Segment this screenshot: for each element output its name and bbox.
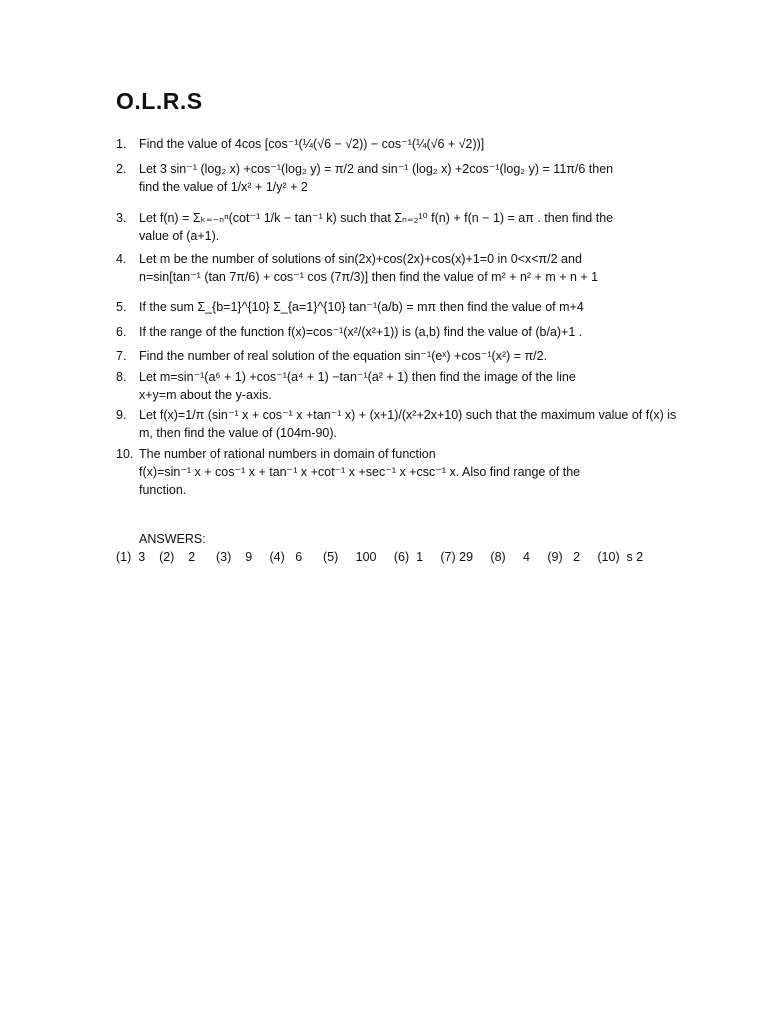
question-text: If the sum Σ_{b=1}^{10} Σ_{a=1}^{10} tan⁻¹(a/b) = mπ then find the value of m+4	[139, 300, 584, 314]
answers-line: (1) 3 (2) 2 (3) 9 (4) 6 (5) 100 (6) 1 (7) 29 (8) 4 (9) 2 (10) s 2	[116, 550, 644, 564]
question-number: 9.	[116, 408, 127, 422]
question-text: If the range of the function f(x)=cos⁻¹(x²/(x²+1)) is (a,b) find the value of (b/a)+1 .	[139, 325, 583, 339]
question-number: 1.	[116, 137, 127, 151]
answers-heading: ANSWERS:	[139, 532, 206, 546]
question-number: 10.	[116, 447, 134, 461]
question-text: Find the value of 4cos [cos⁻¹(¼(√6 − √2)) − cos⁻¹(¼(√6 + √2))]	[139, 137, 485, 151]
question-text: n=sin[tan⁻¹ (tan 7π/6) + cos⁻¹ cos (7π/3)] then find the value of m² + n² + m + n + 1	[139, 270, 599, 284]
question-number: 6.	[116, 325, 127, 339]
question-number: 2.	[116, 162, 127, 176]
question-text: Let m=sin⁻¹(a⁶ + 1) +cos⁻¹(a⁴ + 1) −tan⁻¹(a² + 1) then find the image of the line	[139, 370, 576, 384]
question-text: f(x)=sin⁻¹ x + cos⁻¹ x + tan⁻¹ x +cot⁻¹ x +sec⁻¹ x +csc⁻¹ x. Also find range of the	[139, 465, 581, 479]
question-number: 4.	[116, 252, 127, 266]
question-text: Let m be the number of solutions of sin(2x)+cos(2x)+cos(x)+1=0 in 0<x<π/2 and	[139, 252, 582, 266]
page-title: O.L.R.S	[116, 88, 203, 114]
question-text: function.	[139, 483, 187, 497]
question-number: 5.	[116, 300, 127, 314]
question-text: find the value of 1/x² + 1/y² + 2	[139, 180, 308, 194]
question-text: Let 3 sin⁻¹ (log₂ x) +cos⁻¹(log₂ y) = π/2 and sin⁻¹ (log₂ x) +2cos⁻¹(log₂ y) = 11π/6 then	[139, 162, 614, 176]
question-text: The number of rational numbers in domain of function	[139, 447, 436, 461]
question-text: value of (a+1).	[139, 229, 220, 243]
question-text: Let f(n) = Σₖ₌₋ₙⁿ(cot⁻¹ 1/k − tan⁻¹ k) such that Σₙ₌₂¹⁰ f(n) + f(n − 1) = aπ . then find the	[139, 211, 614, 225]
question-number: 3.	[116, 211, 127, 225]
question-text: m, then find the value of (104m-90).	[139, 426, 338, 440]
question-text: Let f(x)=1/π (sin⁻¹ x + cos⁻¹ x +tan⁻¹ x) + (x+1)/(x²+2x+10) such that the maximum value of f(x) is	[139, 408, 677, 422]
question-number: 7.	[116, 349, 127, 363]
question-number: 8.	[116, 370, 127, 384]
question-text: x+y=m about the y-axis.	[139, 388, 272, 402]
question-text: Find the number of real solution of the equation sin⁻¹(eˣ) +cos⁻¹(x²) = π/2.	[139, 349, 548, 363]
